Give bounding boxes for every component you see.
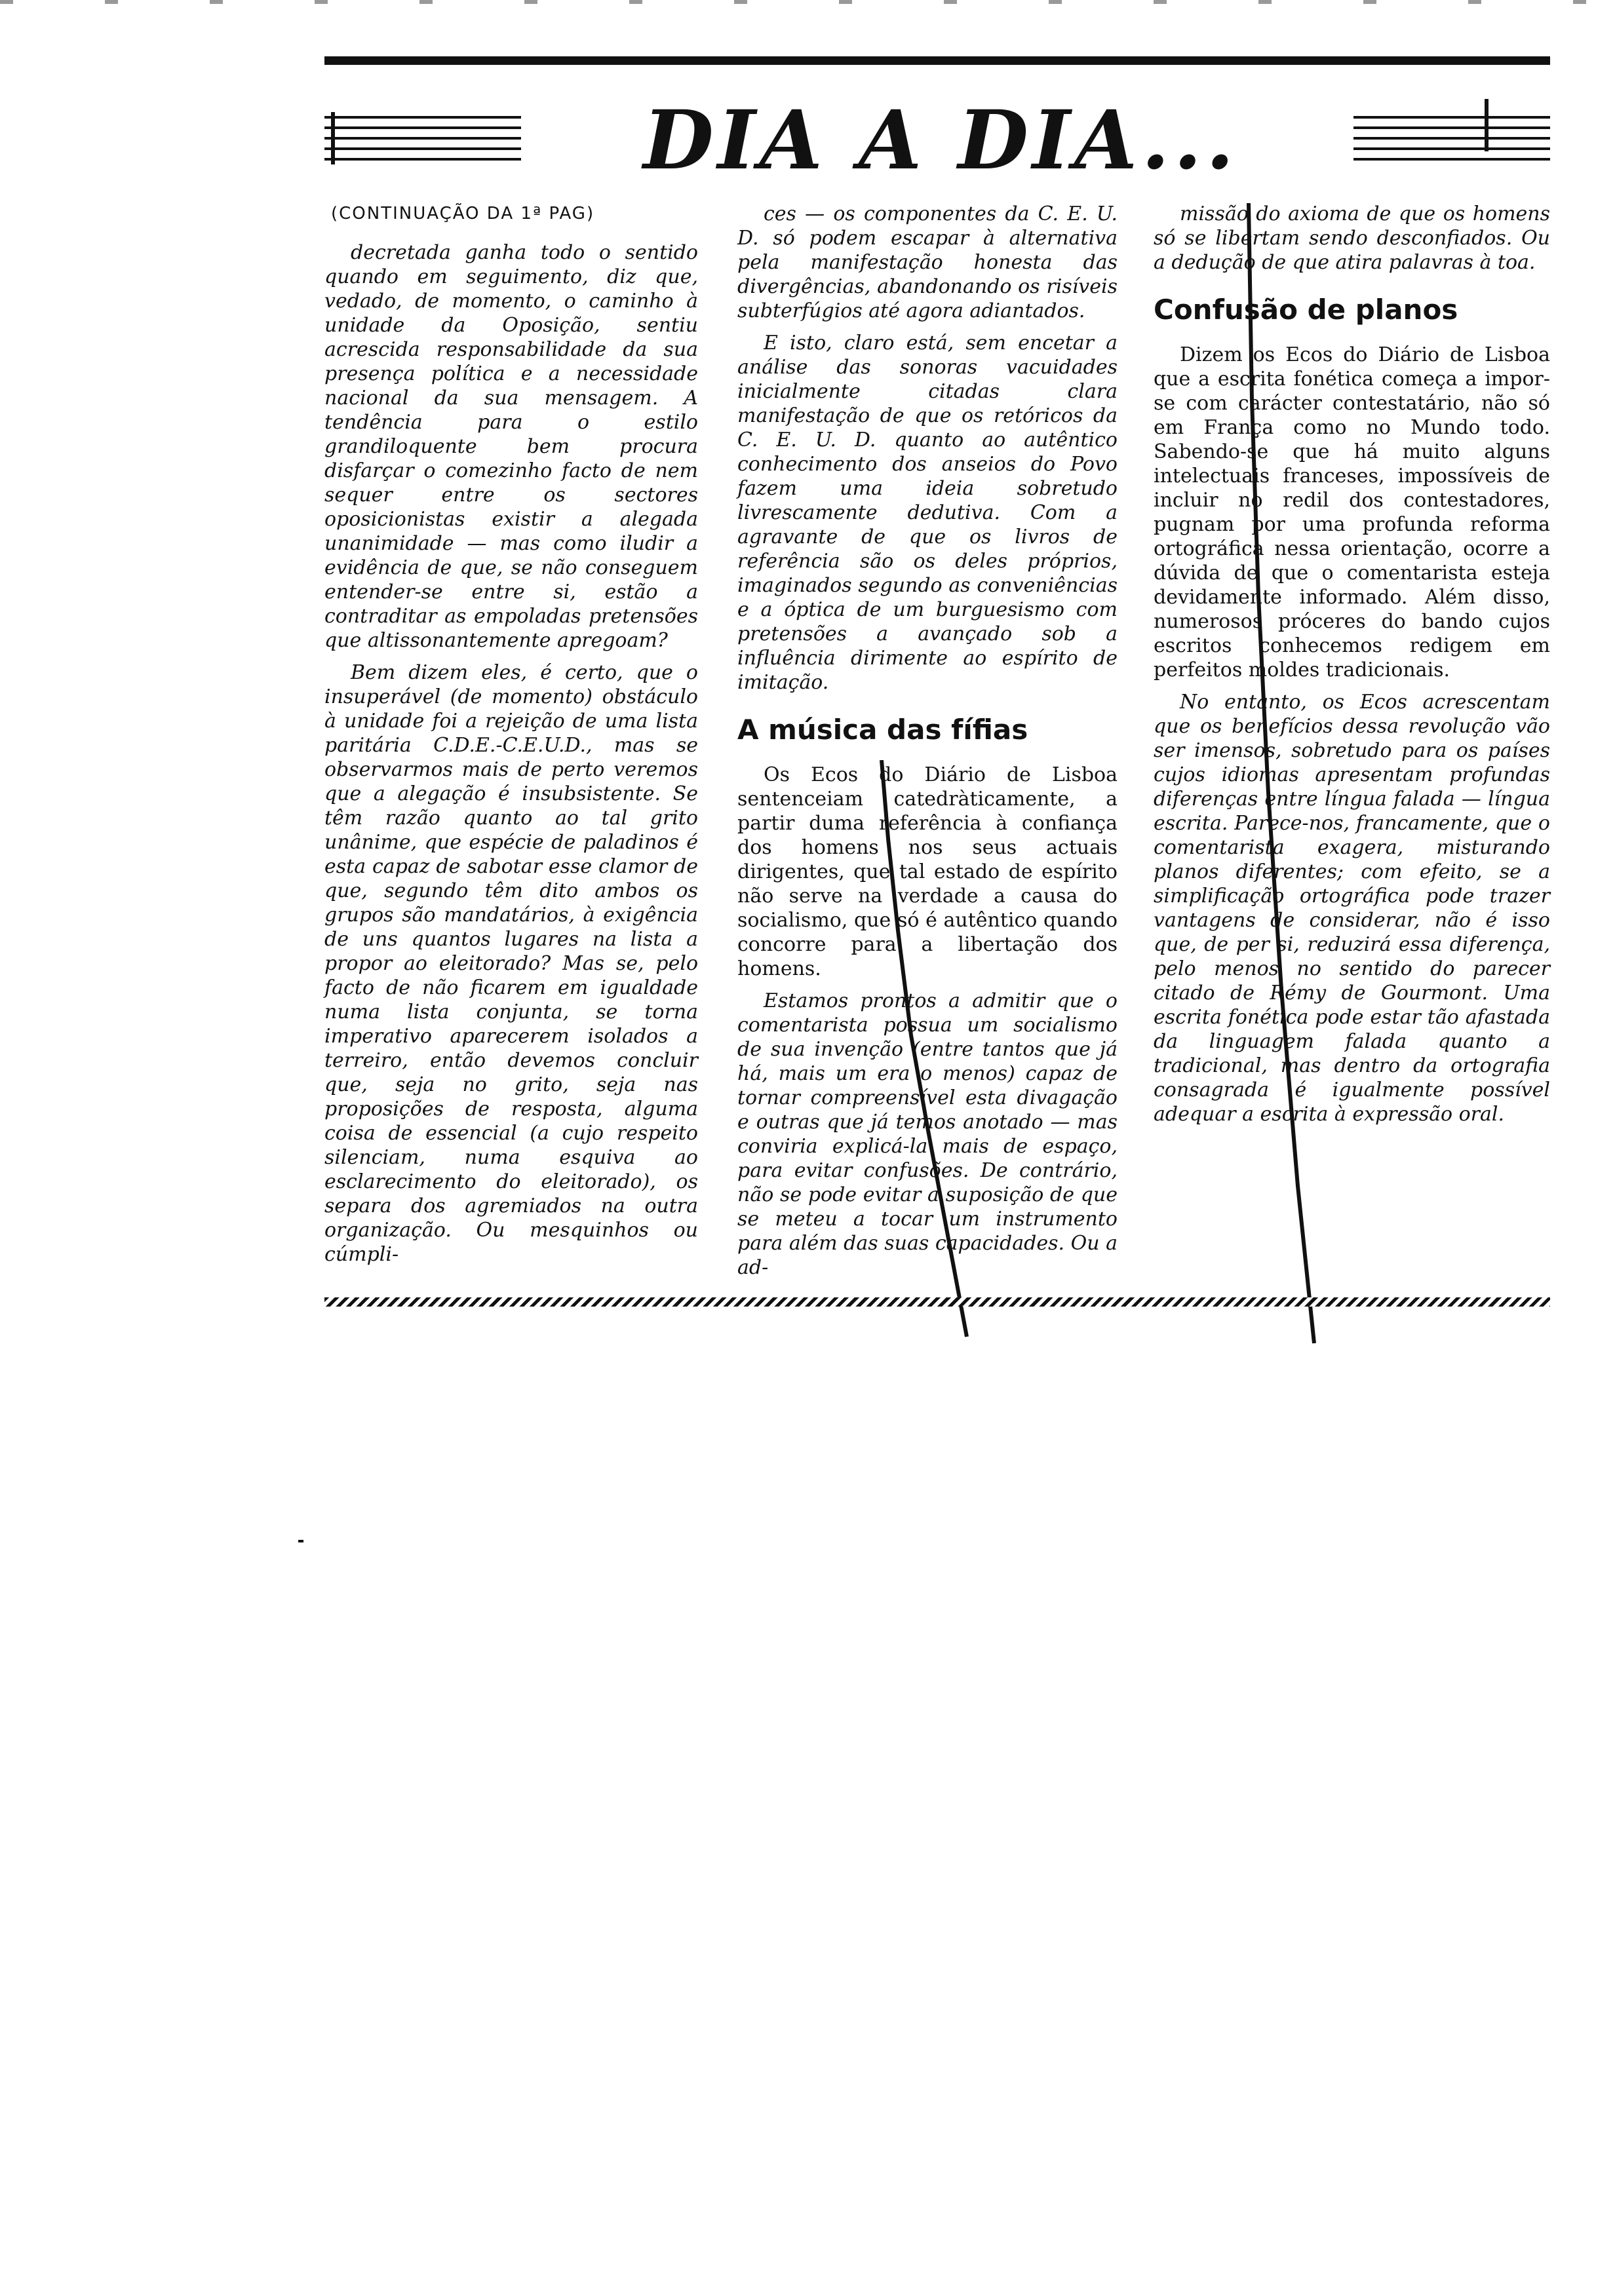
page-edge-marks xyxy=(0,0,1615,4)
torn-fold-line-right xyxy=(1242,203,1347,1356)
column-1-paragraph: Bem dizem eles, é certo, que o insuperável (de momento) obstáculo à unidade foi a rejeição de uma lista paritária C.D.E.-C.E.U.D., mas se observarmos mais de perto veremos que a alegação é insubsistente. Se têm razão quanto ao tal grito unânime, que espécie de paladinos é esta capaz de sabotar esse clamor de que, segundo têm dito ambos os grupos são mandatários, à exigência de uns quantos lugares na lista a propor ao eleitorado? Mas se, pelo facto de não ficarem em igualdade numa lista conjunta, se torna imperativo aparecerem isolados a terreiro, então devemos concluir que, seja no grito, seja nas proposições de resposta, alguma coisa de essencial (a cujo respeito silenciam, numa esquiva ao esclarecimento do eleitorado), os separa dos agremiados na outra organização. Ou mesquinhos ou cúmpli- xyxy=(324,661,698,1266)
masthead-title: DIA A DIA... xyxy=(643,93,1238,188)
masthead-staff-right xyxy=(1353,116,1550,162)
column-2-paragraph: Estamos prontos a admitir que o comentarista possua um socialismo de sua invenção (entre tantos que já há, mais um era o menos) capaz de tornar compreensível esta divagação e outras que já temos anotado — mas conviria explicá-la mais de espaço, para evitar confusões. De contrário, não se pode evitar a suposição de que se meteu a tocar um instrumento para além das suas capacidades. Ou a ad- xyxy=(737,989,1118,1279)
column-3 xyxy=(1154,202,1550,1134)
column-2-paragraph: Os Ecos do Diário de Lisboa sentenceiam catedràticamente, a partir duma referência à confiança dos homens nos seus actuais dirigentes, que tal estado de espírito não serve na verdade a causa do socialismo, que só é autêntico quando concorre para a libertação dos homens. xyxy=(737,763,1118,980)
column-3-paragraph: Dizem os Ecos do Diário de Lisboa que a escrita fonética começa a impor-se com carácter contestatário, não só em França como no Mundo todo. Sabendo-se que há muito alguns intelectuais franceses, impossíveis de incluir no redil dos contestadores, pugnam por uma profunda reforma ortográfica nessa orientação, ocorre a dúvida de que o comentarista esteja devidamente informado. Além disso, numerosos próceres do bando cujos escritos conhecemos redigem em perfeitos moldes tradicionais. xyxy=(1154,343,1550,681)
column-3-paragraph: missão do axioma de que os homens só se libertam sendo desconfiados. Ou a dedução de que atira palavras à toa. xyxy=(1154,202,1550,274)
top-rule xyxy=(324,56,1550,65)
column-2-paragraph: ces — os componentes da C. E. U. D. só podem escapar à alternativa pela manifestação honesta das divergências, abandonando os risíveis subterfúgios até agora adiantados. xyxy=(737,202,1118,322)
column-2-paragraph: E isto, claro está, sem encetar a análise das sonoras vacuidades inicialmente citadas clara manifestação de que os retóricos da C. E. U. D. quanto ao autêntico conhecimento dos anseios do Povo fazem uma ideia sobretudo livrescamente dedutiva. Com a agravante de que os livros de referência são os deles próprios, imaginados segundo as conveniências e a óptica de um burguesismo com pretensões a avançado sob a influência dirimente ao espírito de imitação. xyxy=(737,332,1118,694)
column-3-paragraph: No entanto, os Ecos acrescentam que os benefícios dessa revolução vão ser imensos, sobretudo para os países cujos idiomas apresentam profundas diferenças entre língua falada — língua escrita. Parece-nos, francamente, que o comentarista exagera, misturando planos diferentes; com efeito, se a simplificação ortográfica pode trazer vantagens de considerar, não é isso que, de per si, reduzirá essa diferença, pelo menos no sentido do parecer citado de Rémy de Gourmont. Uma escrita fonética pode estar tão afastada da linguagem falada quanto a tradicional, mas dentro da ortografia consagrada é igualmente possível adequar a escrita à expressão oral. xyxy=(1154,691,1550,1126)
column-1 xyxy=(324,202,698,1274)
column-1-paragraph: decretada ganha todo o sentido quando em seguimento, diz que, vedado, de momento, o caminho à unidade da Oposição, sentiu acrescida responsabilidade da sua presença política e a necessidade nacional da sua mensagem. A tendência para o estilo grandiloquente bem procura disfarçar o comezinho facto de nem sequer entre os sectores oposicionistas existir a alegada unanimidade — mas como iludir a evidência de que, se não conseguem entender-se entre si, estão a contraditar as empoladas pretensões que altissonantemente apregoam? xyxy=(324,241,698,652)
section-heading-confusao: Confusão de planos xyxy=(1154,294,1458,326)
stray-mark xyxy=(298,1540,303,1542)
bottom-ornamental-rule xyxy=(324,1297,1550,1307)
torn-fold-line-middle xyxy=(875,760,980,1350)
masthead xyxy=(324,88,1550,193)
newspaper-clipping xyxy=(324,52,1550,1330)
continuation-note: (CONTINUAÇÃO DA 1ª PAG) xyxy=(331,204,595,223)
section-heading-musica: A música das fífias xyxy=(737,714,1028,746)
masthead-staff-left xyxy=(324,116,521,162)
